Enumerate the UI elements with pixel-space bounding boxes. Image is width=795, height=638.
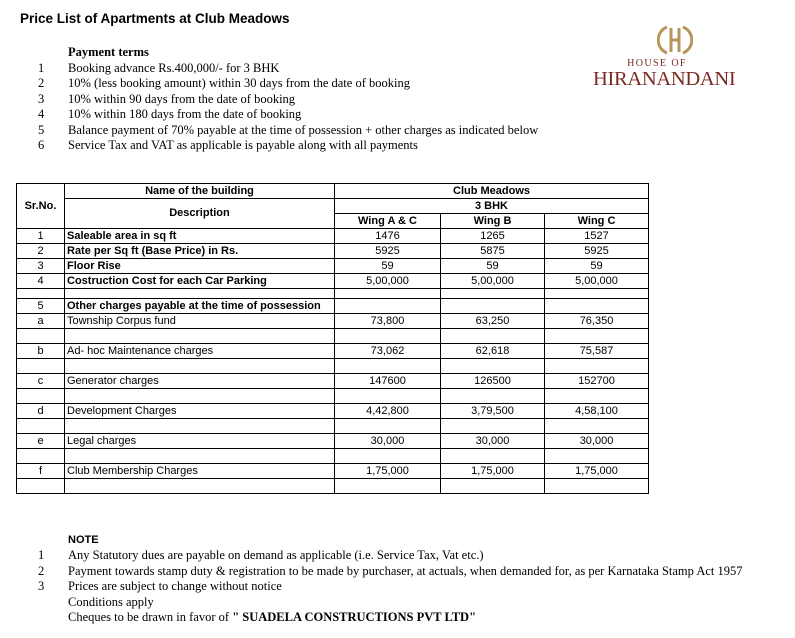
note-text: Prices are subject to change without notice	[68, 579, 282, 593]
table-row	[17, 259, 649, 274]
cell-value: 1,75,000	[441, 464, 545, 479]
row-number: 1	[17, 229, 65, 244]
payment-term-text: Service Tax and VAT as applicable is payable along with all payments	[68, 138, 418, 152]
row-number: b	[17, 344, 65, 359]
payment-term-text: Booking advance Rs.400,000/- for 3 BHK	[68, 61, 280, 75]
cell-value: 3,79,500	[441, 404, 545, 419]
wing-header: Wing C	[545, 214, 649, 229]
payment-terms-heading: Payment terms	[68, 45, 149, 59]
hiranandani-monogram-icon	[657, 24, 693, 56]
cell-value: 59	[441, 259, 545, 274]
row-label: Floor Rise	[65, 259, 335, 274]
cell-value: 5875	[441, 244, 545, 259]
cell-value: 1,75,000	[545, 464, 649, 479]
cell-value: 63,250	[441, 314, 545, 329]
row-label: Saleable area in sq ft	[65, 229, 335, 244]
cell-value: 30,000	[335, 434, 441, 449]
row-number: a	[17, 314, 65, 329]
cell-value: 73,800	[335, 314, 441, 329]
payment-term-number: 5	[38, 123, 45, 137]
payment-term-number: 4	[38, 107, 45, 121]
cell-value: 152700	[545, 374, 649, 389]
table-row	[17, 244, 649, 259]
row-number: 2	[17, 244, 65, 259]
cell-value: 5925	[545, 244, 649, 259]
cell-value: 30,000	[545, 434, 649, 449]
row-label: Generator charges	[65, 374, 335, 389]
table-row	[17, 464, 649, 479]
srno-header: Sr.No.	[17, 184, 65, 229]
spacer-row	[17, 419, 649, 434]
cell-value: 4,42,800	[335, 404, 441, 419]
wing-header: Wing B	[441, 214, 545, 229]
hiranandani-logo	[593, 24, 758, 94]
payment-term-number: 6	[38, 138, 45, 152]
payment-term-text: Balance payment of 70% payable at the time of possession + other charges as indicated below	[68, 123, 539, 137]
row-label: Legal charges	[65, 434, 335, 449]
note-text: Conditions apply	[68, 595, 154, 609]
row-label: Ad- hoc Maintenance charges	[65, 344, 335, 359]
row-number: d	[17, 404, 65, 419]
note-number: 1	[38, 548, 45, 562]
building-name-header: Name of the building	[65, 184, 335, 199]
configuration-header: 3 BHK	[335, 199, 649, 214]
payment-term-number: 2	[38, 76, 45, 90]
cell-value: 59	[335, 259, 441, 274]
row-label: Club Membership Charges	[65, 464, 335, 479]
cheque-prefix: Cheques to be drawn in favor of	[68, 610, 233, 624]
cell-value: 59	[545, 259, 649, 274]
cell-value: 5,00,000	[441, 274, 545, 289]
note-text: Any Statutory dues are payable on demand as applicable (i.e. Service Tax, Vat etc.)	[68, 548, 484, 562]
table-row	[17, 404, 649, 419]
payment-term-number: 3	[38, 92, 45, 106]
row-label: Other charges payable at the time of possession	[65, 299, 335, 314]
table-row	[17, 344, 649, 359]
spacer-row	[17, 389, 649, 404]
cell-value: 1265	[441, 229, 545, 244]
cell-value: 76,350	[545, 314, 649, 329]
cell-value: 30,000	[441, 434, 545, 449]
description-header: Description	[65, 199, 335, 229]
spacer-row	[17, 329, 649, 344]
row-number: c	[17, 374, 65, 389]
row-label: Costruction Cost for each Car Parking	[65, 274, 335, 289]
payment-term-number: 1	[38, 61, 45, 75]
table-row	[17, 374, 649, 389]
cell-value: 4,58,100	[545, 404, 649, 419]
table-row	[17, 314, 649, 329]
cell-value: 1527	[545, 229, 649, 244]
row-label: Rate per Sq ft (Base Price) in Rs.	[65, 244, 335, 259]
table-row	[17, 434, 649, 449]
cell-value: 126500	[441, 374, 545, 389]
spacer-row	[17, 289, 649, 299]
row-number: 3	[17, 259, 65, 274]
page-title: Price List of Apartments at Club Meadows	[20, 11, 290, 26]
row-number: f	[17, 464, 65, 479]
cell-value: 5,00,000	[545, 274, 649, 289]
table-row	[17, 274, 649, 289]
logo-line-house-of: HOUSE OF	[627, 58, 687, 69]
table-header-row	[17, 184, 649, 199]
row-label: Development Charges	[65, 404, 335, 419]
row-number: e	[17, 434, 65, 449]
cell-value: 75,587	[545, 344, 649, 359]
cell-value: 5,00,000	[335, 274, 441, 289]
cell-value: 1,75,000	[335, 464, 441, 479]
cheque-payee: " SUADELA CONSTRUCTIONS PVT LTD"	[232, 610, 477, 624]
note-text: Payment towards stamp duty & registration to be made by purchaser, at actuals, when demanded for, as per Karnataka Stamp Act 1957	[68, 564, 743, 578]
table-header-row	[17, 199, 649, 214]
building-name: Club Meadows	[335, 184, 649, 199]
row-label: Township Corpus fund	[65, 314, 335, 329]
price-table	[16, 183, 649, 494]
cell-value: 1476	[335, 229, 441, 244]
payment-term-text: 10% within 90 days from the date of booking	[68, 92, 296, 106]
payment-term-text: 10% within 180 days from the date of booking	[68, 107, 302, 121]
payment-term-text: 10% (less booking amount) within 30 days from the date of booking	[68, 76, 410, 90]
cell-value: 5925	[335, 244, 441, 259]
cell-value: 147600	[335, 374, 441, 389]
notes-heading: NOTE	[68, 534, 99, 546]
spacer-row	[17, 359, 649, 374]
table-row	[17, 229, 649, 244]
row-number: 5	[17, 299, 65, 314]
cell-value: 62,618	[441, 344, 545, 359]
spacer-row	[17, 479, 649, 494]
note-number: 3	[38, 579, 45, 593]
logo-line-hiranandani: HIRANANDANI	[593, 68, 736, 90]
note-number: 2	[38, 564, 45, 578]
row-number: 4	[17, 274, 65, 289]
table-row	[17, 299, 649, 314]
cell-value: 73,062	[335, 344, 441, 359]
wing-header: Wing A & C	[335, 214, 441, 229]
spacer-row	[17, 449, 649, 464]
